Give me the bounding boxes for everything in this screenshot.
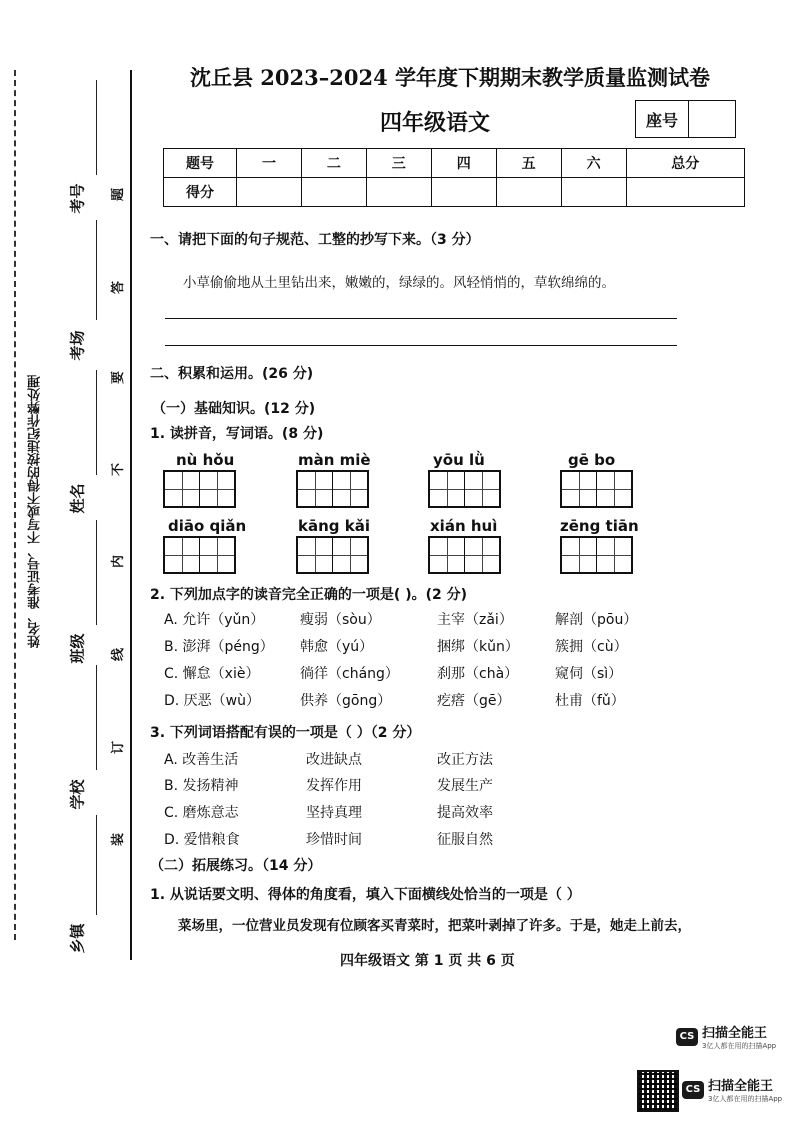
option-item: 解剖（pōu）	[555, 612, 638, 628]
score-entry-cell[interactable]	[561, 178, 626, 207]
field-label-name: 姓名	[68, 483, 87, 514]
seal-char: 内	[111, 554, 127, 569]
subsection1-heading: （一）基础知识。(12 分)	[152, 401, 316, 417]
field-label-school: 学校	[68, 779, 87, 810]
option-item: 刹那（chà）	[437, 666, 519, 682]
pinyin-prompt: gē bo	[568, 451, 616, 469]
table-cell: 得分	[164, 178, 237, 207]
section1-sentence: 小草偷偷地从土里钻出来，嫩嫩的，绿绿的。风轻悄悄的，草软绵绵的。	[183, 275, 615, 291]
option-item: 改正方法	[437, 752, 493, 768]
seat-number-field[interactable]	[689, 101, 735, 137]
field-line-exam-number[interactable]	[96, 80, 97, 175]
page-footer: 四年级语文 第 1 页 共 6 页	[340, 953, 515, 969]
pinyin-prompt: nù hǒu	[176, 451, 235, 469]
seal-char: 要	[111, 370, 127, 385]
table-cell: 六	[561, 149, 626, 178]
writing-grid[interactable]	[163, 536, 236, 574]
option-item: 供养（gōng）	[300, 693, 392, 709]
pinyin-prompt: xián huì	[430, 517, 498, 535]
section2-heading: 二、积累和运用。(26 分)	[150, 366, 314, 382]
option-item: 韩愈（yú）	[300, 639, 374, 655]
table-cell: 三	[366, 149, 431, 178]
option-item: D. 厌恶（wù）	[164, 693, 261, 709]
writing-grid[interactable]	[560, 536, 633, 574]
answer-line[interactable]	[165, 345, 677, 346]
seal-line	[130, 70, 132, 960]
score-table-score-row	[164, 178, 745, 207]
option-item: 改进缺点	[306, 752, 362, 768]
table-cell: 四	[431, 149, 496, 178]
watermark-tagline: 3亿人都在用的扫描App	[702, 1042, 777, 1050]
option-item: B. 澎湃（péng）	[164, 639, 274, 655]
writing-grid[interactable]	[163, 470, 236, 508]
option-item: C. 懈怠（xiè）	[164, 666, 260, 682]
option-item: 发展生产	[437, 778, 493, 794]
pinyin-prompt: zēng tiān	[560, 517, 639, 535]
table-cell: 一	[237, 149, 302, 178]
option-item: A. 改善生活	[164, 752, 239, 768]
answer-line[interactable]	[165, 318, 677, 319]
score-entry-cell[interactable]	[431, 178, 496, 207]
option-item: 主宰（zǎi）	[437, 612, 513, 628]
option-item: 提高效率	[437, 805, 493, 821]
extension-question-1-text: 菜场里，一位营业员发现有位顾客买青菜时，把菜叶剥掉了许多。于是，她走上前去，	[178, 918, 691, 934]
table-cell: 二	[301, 149, 366, 178]
seal-char: 答	[111, 280, 127, 295]
option-item: 发挥作用	[306, 778, 362, 794]
question-2: 2. 下列加点字的读音完全正确的一项是( )。(2 分)	[150, 587, 468, 603]
option-item: 征服自然	[437, 832, 493, 848]
score-table-header-row	[164, 149, 745, 178]
seal-char: 线	[111, 647, 127, 662]
field-label-exam-number: 考号	[68, 183, 87, 214]
option-item: 窥伺（sì）	[555, 666, 623, 682]
option-item: B. 发扬精神	[164, 778, 239, 794]
scanner-watermark	[676, 1022, 776, 1051]
seal-char: 不	[111, 462, 127, 477]
cs-logo-icon: CS	[676, 1028, 698, 1046]
option-item: A. 允许（yǔn）	[164, 612, 265, 628]
option-item: 杜甫（fǔ）	[555, 693, 625, 709]
subsection2-heading: （二）拓展练习。（14 分）	[150, 858, 322, 874]
option-item: 徜徉（cháng）	[300, 666, 399, 682]
field-label-class: 班级	[68, 633, 87, 664]
option-item: 捆绑（kǔn）	[437, 639, 519, 655]
cs-logo-icon: CS	[682, 1081, 704, 1099]
writing-grid[interactable]	[428, 470, 501, 508]
option-item: 瘦弱（sòu）	[300, 612, 381, 628]
option-item: 簇拥（cù）	[555, 639, 628, 655]
seat-number-label: 座号	[636, 101, 689, 137]
seal-char: 订	[111, 740, 127, 755]
score-table	[163, 148, 745, 207]
option-item: C. 磨炼意志	[164, 805, 239, 821]
pinyin-prompt: màn miè	[298, 451, 371, 469]
field-line-exam-room[interactable]	[96, 220, 97, 320]
pinyin-prompt: yōu lǜ	[433, 451, 485, 469]
writing-grid[interactable]	[296, 536, 369, 574]
score-entry-cell[interactable]	[626, 178, 744, 207]
table-cell: 题号	[164, 149, 237, 178]
option-item: 坚持真理	[306, 805, 362, 821]
seal-char: 题	[111, 187, 127, 202]
field-line-class[interactable]	[96, 520, 97, 625]
question-1: 1. 读拼音，写词语。(8 分)	[150, 426, 324, 442]
binding-notice: 姓名、准考证号、不写或不得的按违纪作弊处理	[28, 375, 43, 648]
watermark-name: 扫描全能王	[708, 1079, 774, 1094]
score-entry-cell[interactable]	[301, 178, 366, 207]
field-line-township[interactable]	[96, 815, 97, 915]
option-item: 疙瘩（gē）	[437, 693, 511, 709]
watermark-tagline: 3亿人都在用的扫描App	[708, 1095, 783, 1103]
field-line-school[interactable]	[96, 665, 97, 770]
question-3: 3. 下列词语搭配有误的一项是（ ）（2 分）	[150, 725, 421, 741]
score-entry-cell[interactable]	[366, 178, 431, 207]
score-entry-cell[interactable]	[237, 178, 302, 207]
scanner-watermark	[682, 1075, 782, 1104]
writing-grid[interactable]	[428, 536, 501, 574]
section1-heading: 一、请把下面的句子规范、工整的抄写下来。（3 分）	[150, 232, 480, 248]
option-item: D. 爱惜粮食	[164, 832, 240, 848]
writing-grid[interactable]	[296, 470, 369, 508]
qr-code-icon	[637, 1070, 679, 1112]
pinyin-prompt: diāo qiǎn	[168, 517, 247, 535]
field-line-name[interactable]	[96, 370, 97, 475]
exam-title: 沈丘县 2023–2024 学年度下期期末教学质量监测试卷	[189, 65, 710, 90]
pinyin-prompt: kāng kǎi	[298, 517, 370, 535]
seat-number-box	[635, 100, 736, 138]
extension-question-1: 1. 从说话要文明、得体的角度看，填入下面横线处恰当的一项是（ ）	[150, 887, 581, 903]
option-item: 珍惜时间	[306, 832, 362, 848]
field-label-township: 乡镇	[68, 923, 87, 954]
watermark-name: 扫描全能王	[702, 1026, 768, 1041]
field-label-exam-room: 考场	[68, 330, 87, 361]
writing-grid[interactable]	[560, 470, 633, 508]
score-entry-cell[interactable]	[496, 178, 561, 207]
exam-subtitle: 四年级语文	[380, 110, 491, 136]
seal-char: 装	[111, 832, 127, 847]
table-cell: 总分	[626, 149, 744, 178]
table-cell: 五	[496, 149, 561, 178]
